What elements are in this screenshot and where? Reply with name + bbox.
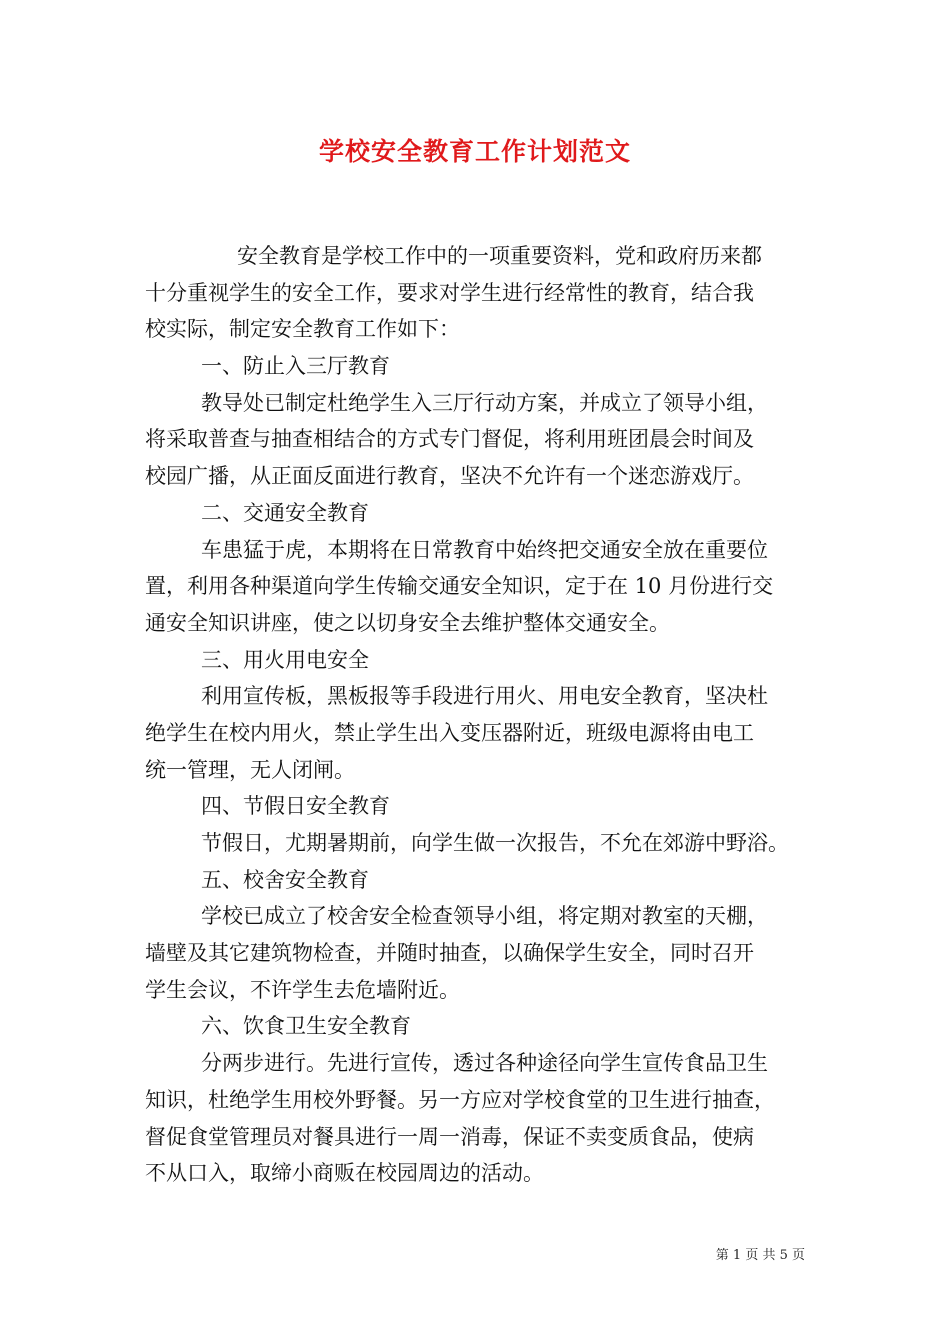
text-line: 知识，杜绝学生用校外野餐。另一方应对学校食堂的卫生进行抽查， [145, 1087, 775, 1112]
text-line: 二、交通安全教育 [201, 500, 369, 525]
text-line: 一、防止入三厅教育 [201, 354, 390, 379]
text-line: 置，利用各种渠道向学生传输交通安全知识，定于在 10 月份进行交 [145, 574, 774, 599]
text-line: 十分重视学生的安全工作，要求对学生进行经常性的教育，结合我 [145, 280, 754, 305]
text-line: 五、校舍安全教育 [201, 867, 369, 892]
text-line: 统一管理，无人闭闸。 [145, 757, 355, 782]
page-number: 第 1 页 共 5 页 [715, 1248, 805, 1263]
text-line: 利用宣传板，黑板报等手段进行用火、用电安全教育，坚决杜 [201, 684, 768, 709]
text-line: 校实际，制定安全教育工作如下： [145, 317, 460, 342]
text-line: 不从口入，取缔小商贩在校园周边的活动。 [145, 1161, 544, 1186]
text-line: 六、饮食卫生安全教育 [201, 1014, 411, 1039]
document-title: 学校安全教育工作计划范文 [318, 137, 631, 166]
text-line: 车患猛于虎，本期将在日常教育中始终把交通安全放在重要位 [201, 537, 768, 562]
text-line: 学校已成立了校舍安全检查领导小组，将定期对教室的天棚， [201, 904, 768, 929]
text-line: 节假日，尤期暑期前，向学生做一次报告，不允在郊游中野浴。 [201, 831, 789, 855]
text-line: 督促食堂管理员对餐具进行一周一消毒，保证不卖变质食品，使病 [145, 1124, 754, 1149]
text-line: 将采取普查与抽查相结合的方式专门督促，将利用班团晨会时间及 [145, 427, 754, 452]
document-body [145, 238, 810, 1192]
text-line: 四、节假日安全教育 [201, 794, 390, 819]
text-line: 分两步进行。先进行宣传，透过各种途径向学生宣传食品卫生 [201, 1051, 768, 1076]
text-line: 教导处已制定杜绝学生入三厅行动方案，并成立了领导小组， [201, 390, 768, 415]
text-line: 三、用火用电安全 [201, 647, 369, 672]
text-line: 墙壁及其它建筑物检查，并随时抽查，以确保学生安全，同时召开 [145, 941, 754, 966]
text-line: 绝学生在校内用火，禁止学生出入变压器附近，班级电源将由电工 [145, 720, 754, 745]
text-line: 学生会议，不许学生去危墙附近。 [145, 977, 460, 1002]
text-line: 安全教育是学校工作中的一项重要资料，党和政府历来都 [237, 244, 762, 268]
text-line: 校园广播，从正面反面进行教育，坚决不允许有一个迷恋游戏厅。 [145, 464, 754, 489]
text-line: 通安全知识讲座，使之以切身安全去维护整体交通安全。 [145, 610, 670, 635]
